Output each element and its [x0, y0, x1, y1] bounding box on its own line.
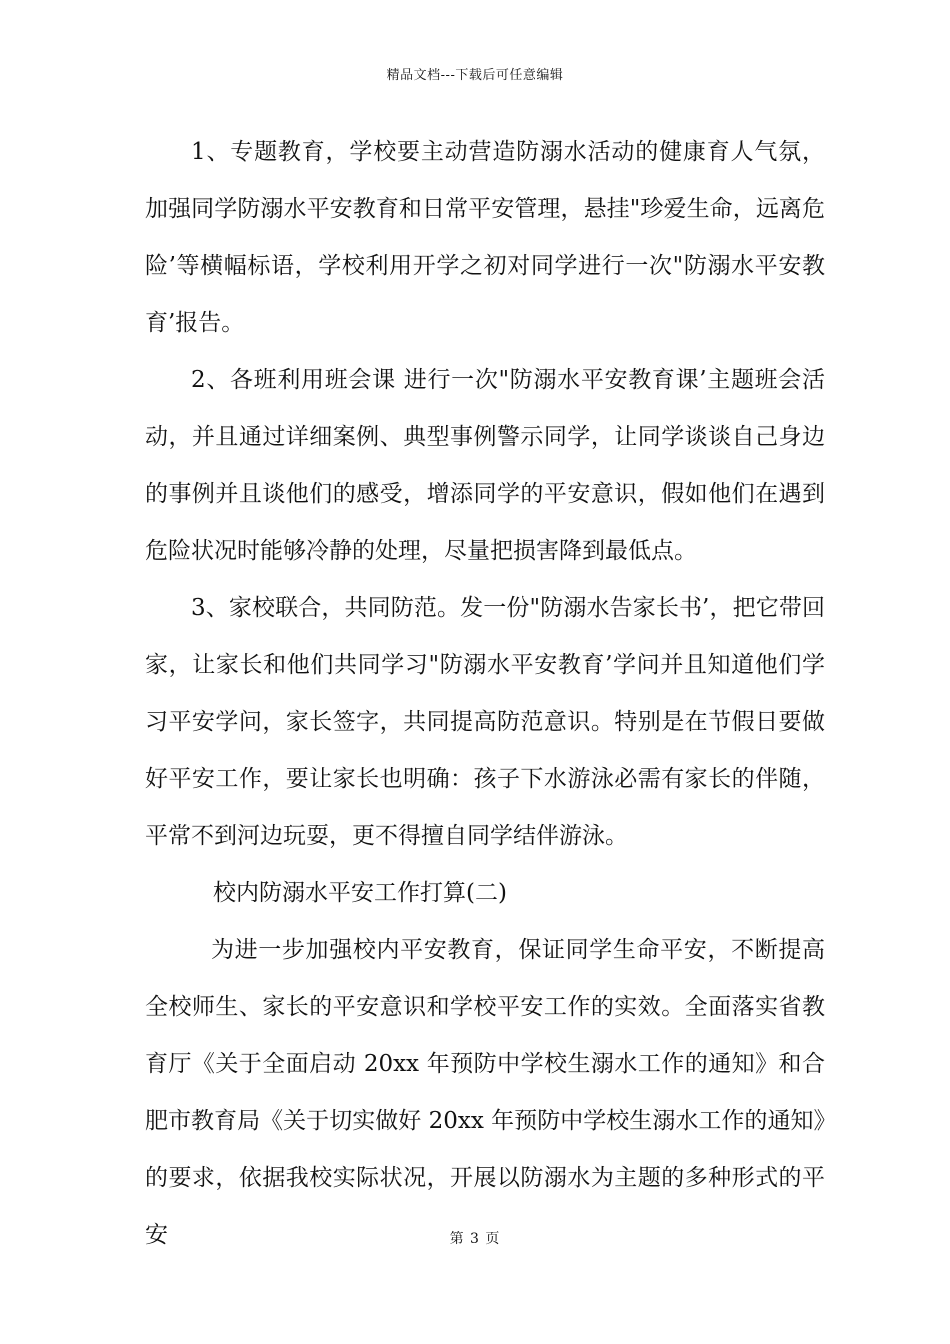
paragraph-topic-education: 1、专题教育，学校要主动营造防溺水活动的健康育人气氛，加强同学防溺水平安教育和日常平安管理，悬挂"珍爱生命，远离危险’等横幅标语，学校利用开学之初对同学进行一次"防溺水平安教育’报告。	[145, 139, 825, 336]
section-title: 校内防溺水平安工作打算(二)	[213, 880, 507, 906]
document-body	[145, 124, 825, 1264]
paragraph-home-school: 3、家校联合，共同防范。发一份"防溺水告家长书’，把它带回家，让家长和他们共同学习"防溺水平安教育’学问并且知道他们学习平安学问，家长签字，共同提高防范意识。特别是在节假日要做好平安工作，要让家长也明确：孩子下水游泳必需有家长的伴随，平常不到河边玩耍，更不得擅自同学结伴游泳。	[145, 595, 825, 849]
page-number: 第 3 页	[449, 1231, 501, 1247]
paragraph-class-meeting: 2、各班利用班会课 进行一次"防溺水平安教育课’主题班会活动，并且通过详细案例、典型事例警示同学，让同学谈谈自己身边的事例并且谈他们的感受，增添同学的平安意识，假如他们在遇到危险状况时能够冷静的处理，尽量把损害降到最低点。	[145, 367, 825, 564]
page-header: 精品文档---下载后可任意编辑	[386, 68, 564, 83]
paragraph-intro: 为进一步加强校内平安教育，保证同学生命平安，不断提高全校师生、家长的平安意识和学校平安工作的实效。全面落实省教育厅《关于全面启动 20xx 年预防中学校生溺水工作的通知》和合肥市教育局《关于切实做好 20xx 年预防中学校生溺水工作的通知》的要求，依据我校实际状况，开展以防溺水为主题的多种形式的平安	[145, 937, 825, 1248]
